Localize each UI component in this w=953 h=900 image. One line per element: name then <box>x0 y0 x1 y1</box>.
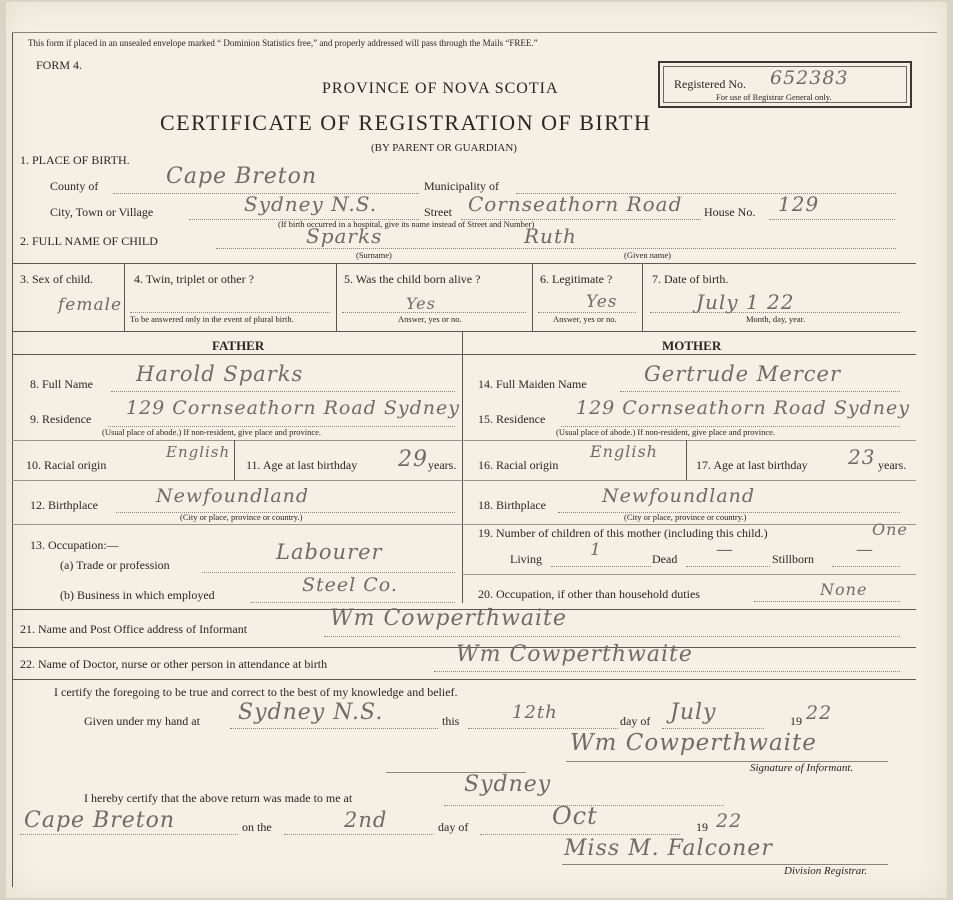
registered-value: 652383 <box>770 67 849 89</box>
mother-children-label: 19. Number of children of this mother (including this child.) <box>478 526 768 540</box>
twin-note: To be answered only in the event of plural birth. <box>130 314 294 324</box>
mother-residence-label: 15. Residence <box>478 412 546 426</box>
father-age-value: 29 <box>398 447 428 472</box>
informant-label: 21. Name and Post Office address of Informant <box>20 622 248 636</box>
mother-age-value: 23 <box>848 445 876 469</box>
father-racial-value: English <box>166 443 231 461</box>
father-racial-label: 10. Racial origin <box>26 458 107 472</box>
hospital-note: (If birth occurred in a hospital, give its name instead of Street and Number) <box>278 219 535 229</box>
stillborn-label: Stillborn <box>772 552 815 566</box>
registered-label: Registered No. <box>674 77 746 91</box>
father-residence-value: 129 Cornseathorn Road Sydney <box>126 397 460 419</box>
child-given-value: Ruth <box>524 224 577 248</box>
registrar-place-value: Sydney <box>464 772 552 797</box>
registrar-day-value: 2nd <box>344 808 388 832</box>
mother-maiden-value: Gertrude Mercer <box>644 362 841 386</box>
place-of-birth-heading: 1. PLACE OF BIRTH. <box>20 153 130 167</box>
trade-value: Labourer <box>276 540 383 564</box>
given-month-value: July <box>670 700 717 725</box>
given-caption: (Given name) <box>624 250 671 260</box>
father-birthplace-value: Newfoundland <box>156 485 310 507</box>
sex-value: female <box>58 295 123 315</box>
registrar-day-of-label: day of <box>438 820 469 834</box>
house-number-label: House No. <box>704 205 756 219</box>
house-number-value: 129 <box>778 192 820 216</box>
given-place-value: Sydney N.S. <box>238 700 384 725</box>
dob-label: 7. Date of birth. <box>652 272 729 286</box>
business-value: Steel Co. <box>302 574 398 596</box>
registrar-year-value: 22 <box>716 810 743 832</box>
mail-notice: This form if placed in an unsealed envelope marked “ Dominion Statistics free,” and properly addressed will pass through the Mails “FREE.” <box>28 38 538 48</box>
form-number: FORM 4. <box>36 58 83 72</box>
birth-certificate-document <box>6 2 947 898</box>
city-label: City, Town or Village <box>50 205 154 219</box>
mother-years-label: years. <box>878 458 907 472</box>
registrar-note: For use of Registrar General only. <box>716 92 832 102</box>
mother-occupation-value: None <box>820 580 868 599</box>
registrar-month-value: Oct <box>552 802 598 830</box>
registered-number-box <box>658 61 912 108</box>
dead-value: — <box>716 540 734 560</box>
county-value: Cape Breton <box>166 164 318 189</box>
registrar-signature: Miss M. Falconer <box>564 836 773 861</box>
mother-heading: MOTHER <box>662 338 722 353</box>
informant-certify-statement: I certify the foregoing to be true and correct to the best of my knowledge and belief. <box>54 685 458 699</box>
father-years-label: years. <box>428 458 457 472</box>
trade-label: (a) Trade or profession <box>60 558 170 572</box>
city-value: Sydney N.S. <box>244 192 378 216</box>
certificate-title: CERTIFICATE OF REGISTRATION OF BIRTH <box>160 110 652 135</box>
mother-birthplace-label: 18. Birthplace <box>478 498 546 512</box>
doctor-value: Wm Cowperthwaite <box>456 642 693 667</box>
living-label: Living <box>510 552 542 566</box>
registrar-county-value: Cape Breton <box>24 808 176 833</box>
twin-label: 4. Twin, triplet or other ? <box>134 272 254 286</box>
mother-residence-note: (Usual place of abode.) If non-resident, give place and province. <box>556 427 776 437</box>
municipality-label: Municipality of <box>424 179 499 193</box>
given-under-hand-label: Given under my hand at <box>84 714 200 728</box>
sex-label: 3. Sex of child. <box>20 272 93 286</box>
this-label: this <box>442 714 460 728</box>
mother-birthplace-value: Newfoundland <box>602 485 756 507</box>
mother-racial-label: 16. Racial origin <box>478 458 559 472</box>
street-value: Cornseathorn Road <box>468 192 683 216</box>
informant-signature-caption: Signature of Informant. <box>750 762 854 774</box>
registrar-year-prefix: 19 <box>696 820 708 834</box>
child-surname-value: Sparks <box>306 224 383 248</box>
street-label: Street <box>424 205 452 219</box>
mother-birthplace-note: (City or place, province or country.) <box>624 512 747 522</box>
surname-caption: (Surname) <box>356 250 392 260</box>
mother-occupation-label: 20. Occupation, if other than household duties <box>478 587 700 601</box>
father-occupation-label: 13. Occupation:— <box>30 538 119 552</box>
dead-label: Dead <box>652 552 678 566</box>
mother-residence-value: 129 Cornseathorn Road Sydney <box>576 397 910 419</box>
left-border <box>12 32 13 887</box>
informant-signature: Wm Cowperthwaite <box>570 730 817 756</box>
father-age-label: 11. Age at last birthday <box>246 458 358 472</box>
mother-racial-value: English <box>590 442 658 461</box>
child-name-label: 2. FULL NAME OF CHILD <box>20 234 158 248</box>
father-heading: FATHER <box>212 338 265 353</box>
province-title: PROVINCE OF NOVA SCOTIA <box>322 80 559 97</box>
stillborn-value: — <box>856 540 874 560</box>
top-border <box>12 32 937 33</box>
father-residence-note: (Usual place of abode.) If non-resident, give place and province. <box>102 427 322 437</box>
business-label: (b) Business in which employed <box>60 588 215 602</box>
doctor-label: 22. Name of Doctor, nurse or other person in attendance at birth <box>20 657 328 671</box>
living-value: 1 <box>590 540 602 560</box>
father-birthplace-label: 12. Birthplace <box>30 498 98 512</box>
father-residence-label: 9. Residence <box>30 412 92 426</box>
registrar-on-the-label: on the <box>242 820 272 834</box>
alive-label: 5. Was the child born alive ? <box>344 272 481 286</box>
informant-value: Wm Cowperthwaite <box>330 606 567 631</box>
alive-note: Answer, yes or no. <box>398 314 462 324</box>
legitimate-value: Yes <box>586 292 618 312</box>
county-label: County of <box>50 179 99 193</box>
given-day-of-label: day of <box>620 714 651 728</box>
given-day-value: 12th <box>512 702 558 723</box>
certificate-subtitle: (BY PARENT OR GUARDIAN) <box>371 142 517 154</box>
mother-age-label: 17. Age at last birthday <box>696 458 808 472</box>
registrar-signature-caption: Division Registrar. <box>784 865 868 877</box>
legitimate-note: Answer, yes or no. <box>553 314 617 324</box>
mother-children-value: One <box>872 520 908 539</box>
father-birthplace-note: (City or place, province or country.) <box>180 512 303 522</box>
registrar-certify-statement: I hereby certify that the above return was made to me at <box>84 791 353 805</box>
dob-value: July 1 22 <box>696 290 795 314</box>
father-name-value: Harold Sparks <box>136 362 304 386</box>
given-year-value: 22 <box>806 702 833 724</box>
dob-note: Month, day, year. <box>746 314 806 324</box>
father-name-label: 8. Full Name <box>30 377 93 391</box>
alive-value: Yes <box>406 294 436 313</box>
given-year-prefix: 19 <box>790 714 802 728</box>
legitimate-label: 6. Legitimate ? <box>540 272 613 286</box>
mother-maiden-label: 14. Full Maiden Name <box>478 377 587 391</box>
section-divider <box>462 331 463 603</box>
